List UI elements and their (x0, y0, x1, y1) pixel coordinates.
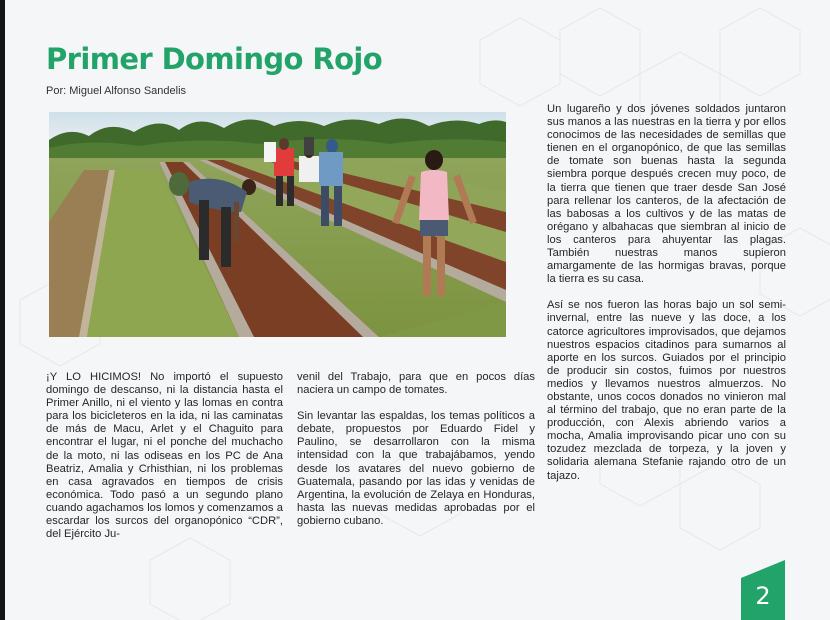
page-number-badge (741, 560, 785, 620)
paragraph: Un lugareño y dos jóvenes soldados juntaron sus manos a las nuestras en la tierra y por ellos conocimos de las necesidades de semillas que tienen en el organopónico, de que las semillas de tomate son buenas hasta la segunda siembra porque después crecen muy poco, de la tierra que tienen que traer desde San José para rellenar los canteros, de la afectación de las babosas a los cultivos y de las matas de orégano y albahacas que siembran al inicio de los canteros para ahuyentar las plagas. También nuestras manos supieron amargamente de las hormigas bravas, porque la tierra es su casa. (547, 103, 786, 286)
article-column-1 (46, 371, 283, 541)
article-title: Primer Domingo Rojo (46, 42, 383, 76)
paragraph: venil del Trabajo, para que en pocos días naciera un campo de tomates. (297, 371, 535, 397)
page-number: 2 (755, 582, 771, 610)
article-column-2 (297, 371, 535, 528)
article-column-3 (547, 103, 786, 483)
page-edge-bar (0, 0, 5, 620)
paragraph: Así se nos fueron las horas bajo un sol semi-invernal, entre las nueve y las doce, a los catorce agricultores improvisados, que dejamos nuestros espacios citadinos para sumarnos al aporte en los surcos. Guiados por el principio de producir sin costos, fuimos por nuestros medios y llevamos nuestros almuerzos. No obstante, unos cocos donados no vinieron mal al término del trabajo, que no eran parte de la producción, con Alexis abriendo varios a mocha, Amalia improvisando picar uno con su tozudez mezclada de torpeza, y la joven y solidaria alemana Stefanie rajando otro de un tajazo. (547, 299, 786, 482)
article-byline: Por: Miguel Alfonso Sandelis (46, 85, 187, 97)
paragraph: ¡Y LO HICIMOS! No importó el supuesto domingo de descanso, ni la distancia hasta el Primer Anillo, ni el viento y las lomas en contra para los bicicleteros en la ida, ni las caminatas de más de Macu, Arlet y el Chaguito para encontrar el lugar, ni el ponche del muchacho de la moto, ni las odiseas en los PC de Ana Beatriz, Amalia y Crhisthian, ni los problemas en casa agravados en tiempos de crisis económica. Todo pasó a un segundo plano cuando agachamos los lomos y comenzamos a escardar los surcos del organopónico “CDR”, del Ejército Ju- (46, 371, 283, 541)
farm-workers-photo (49, 112, 506, 337)
paragraph: Sin levantar las espaldas, los temas políticos a debate, propuestos por Eduardo Fidel y Paulino, se desarrollaron con la misma intensidad con la que trabajábamos, yendo desde los avatares del nuevo gobierno de Guatemala, pasando por las idas y venidas de Argentina, la evolución de Zelaya en Honduras, hasta las nuevas medidas aprobadas por el gobierno cubano. (297, 410, 535, 527)
